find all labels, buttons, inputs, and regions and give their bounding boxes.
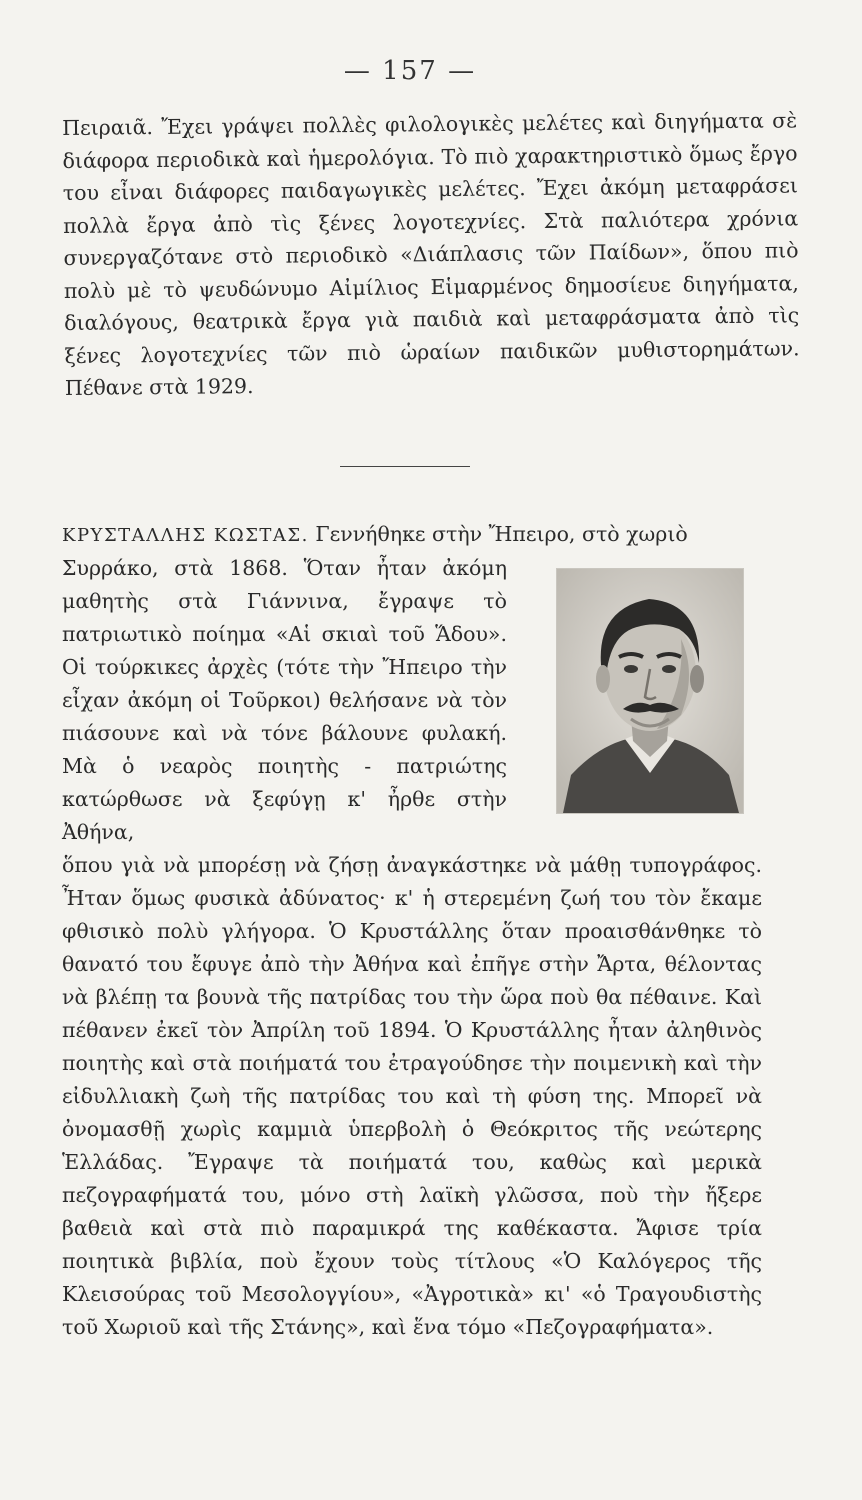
entry-heading-line bbox=[62, 518, 762, 552]
biography-paragraph-previous: Πειραιᾶ. Ἔχει γράψει πολλὲς φιλολογικὲς μελέτες καὶ διηγήματα σὲ διάφορα περιοδικὰ καὶ ἡμερολόγια. Τὸ πιὸ χαρακτηριστικὸ ὅμως ἔργο του εἶναι διάφορες παιδαγωγικὲς μελέτες. Ἔχει ἀκόμη μεταφράσει πολλὰ ἔργα ἀπὸ τὶς ξένες λογοτεχνίες. Στὰ παλιότερα χρόνια συνεργαζότανε στὸ περιοδικὸ «Διάπλασις τῶν Παίδων», ὅπου πιὸ πολὺ μὲ τὸ ψευδώνυμο Αἰμίλιος Εἱμαρμένος δημοσίευε διηγήματα, διαλόγους, θεατρικὰ ἔργα γιὰ παιδιὰ καὶ μεταφράσματα ἀπὸ τὶς ξένες λογοτεχνίες τῶν πιὸ ὡραίων παιδικῶν μυθιστορημάτων. Πέθανε στὰ 1929. bbox=[62, 108, 800, 400]
entry-name: ΚΡΥΣΤΑΛΛΗΣ ΚΩΣΤΑΣ. bbox=[62, 525, 309, 546]
entry-lead-text: Γεννήθηκε στὴν Ἤπειρο, στὸ χωριὸ bbox=[315, 522, 688, 546]
author-portrait bbox=[556, 568, 744, 814]
section-divider bbox=[340, 466, 470, 467]
entry-text-continued: ὅπου γιὰ νὰ μπορέσῃ νὰ ζήσῃ ἀναγκάστηκε νὰ μάθῃ τυπογράφος. Ἦταν ὅμως φυσικὰ ἀδύνατος· κ' ἡ στερεμένη ζωή του τὸν ἔκαμε φθισικὸ πολὺ γλήγορα. Ὁ Κρυστάλλης ὅταν προαισθάνθηκε τὸ θανατό του ἔφυγε ἀπὸ τὴν Ἀθήνα καὶ ἐπῆγε στὴν Ἄρτα, θέλοντας νὰ βλέπῃ τα βουνὰ τῆς πατρίδας του τὴν ὥρα ποὺ θα πέθαινε. Καὶ πέθανεν ἐκεῖ τὸν Ἀπρίλη τοῦ 1894. Ὁ Κρυστάλλης ἦταν ἀληθινὸς ποιητὴς καὶ στὰ ποιήματά του ἐτραγούδησε τὴν ποιμενικὴ καὶ τὴν εἰδυλλιακὴ ζωὴ τῆς πατρίδας του καὶ τὴ φύση της. Μπορεῖ νὰ ὀνομασθῇ χωρὶς καμμιὰ ὑπερβολὴ ὁ Θεόκριτος τῆς νεώτερης Ἑλλάδας. Ἔγραψε τὰ ποιήματά του, καθὼς καὶ μερικὰ πεζογραφήματά του, μόνο στὴ λαϊκὴ γλῶσσα, ποὺ τὴν ἤξερε βαθειὰ καὶ στὰ πιὸ παραμικρά της καθέκαστα. Ἄφισε τρία ποιητικὰ βιβλία, ποὺ ἔχουν τοὺς τίτλους «Ὁ Καλόγερος τῆς Κλεισούρας τοῦ Μεσολογγίου», «Ἀγροτικὰ» κι' «ὁ Τραγουδιστὴς τοῦ Χωριοῦ καὶ τῆς Στάνης», καὶ ἕνα τόμο «Πεζογραφήματα». bbox=[62, 853, 762, 1339]
page-number: — 157 — bbox=[343, 56, 477, 86]
entry-text-beside-portrait: Συρράκο, στὰ 1868. Ὅταν ἦταν ἀκόμη μαθητὴς στὰ Γιάννινα, ἔγραψε τὸ πατριωτικὸ ποίημα «Αἱ σκιαὶ τοῦ Ἅδου». Οἱ τούρκικες ἀρχὲς (τότε τὴν Ἤπειρο τὴν εἶχαν ἀκόμη οἱ Τοῦρκοι) θελήσανε νὰ τὸν πιάσουνε καὶ νὰ τόνε βάλουνε φυλακή. Μὰ ὁ νεαρὸς ποιητὴς - πατριώτης κατώρθωσε νὰ ξεφύγῃ κ' ἦρθε στὴν Ἀθήνα, bbox=[62, 556, 507, 844]
portrait-illustration bbox=[557, 569, 743, 813]
